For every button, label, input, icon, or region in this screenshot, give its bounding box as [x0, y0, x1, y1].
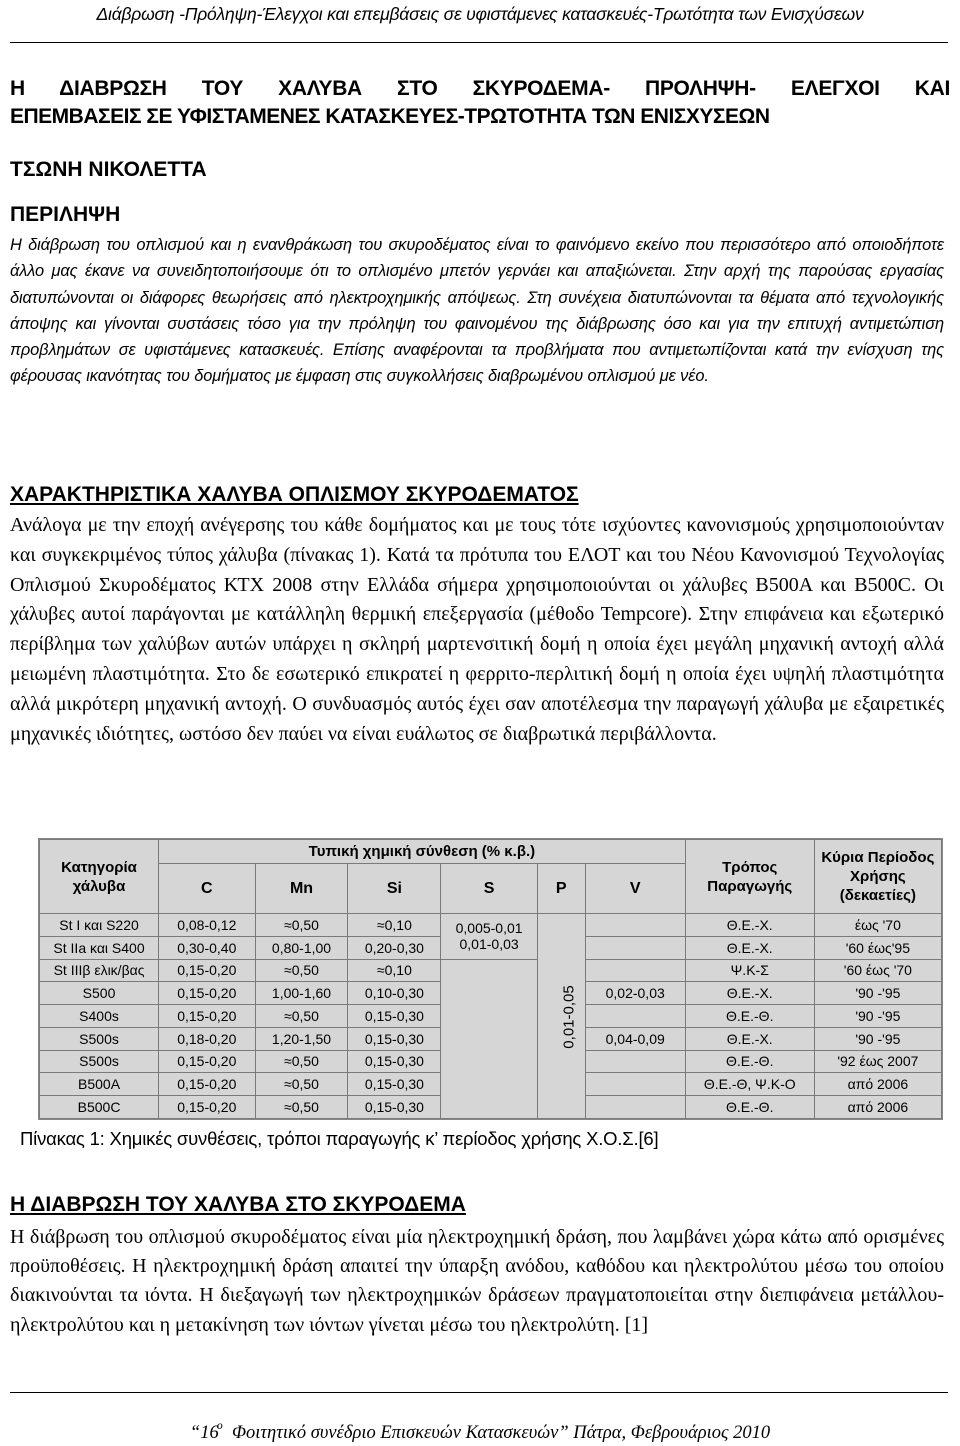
cell-v: [585, 1050, 685, 1073]
cell-mn: ≈0,50: [255, 1050, 348, 1073]
cell-period: '90 -'95: [814, 982, 941, 1005]
cell-si: ≈0,10: [348, 959, 441, 982]
footer: [0, 1418, 960, 1444]
cell-c: 0,15-0,20: [159, 959, 256, 982]
cell-period: '60 έως '70: [814, 959, 941, 982]
running-header: [0, 0, 960, 40]
cell-c: 0,18-0,20: [159, 1027, 256, 1050]
cell-mn: ≈0,50: [255, 1073, 348, 1096]
cell-s: [441, 914, 538, 960]
cell-c: 0,15-0,20: [159, 1073, 256, 1096]
cell-prod: Ψ.Κ-Σ: [685, 959, 814, 982]
cell-mn: ≈0,50: [255, 914, 348, 937]
cell-v: [585, 914, 685, 937]
cell-p-merged: [537, 914, 585, 1119]
cell-period: '90 -'95: [814, 1027, 941, 1050]
cell-name: B500C: [40, 1096, 159, 1119]
cell-name: S400s: [40, 1005, 159, 1028]
cell-si: ≈0,10: [348, 914, 441, 937]
cell-prod: Θ.Ε.-Χ.: [685, 982, 814, 1005]
cell-name: St I και S220: [40, 914, 159, 937]
cell-si: 0,15-0,30: [348, 1005, 441, 1028]
author: ΤΣΩΝΗ ΝΙΚΟΛΕΤΤΑ: [10, 158, 207, 181]
footer-ordinal: ο: [216, 1418, 223, 1432]
header-production: Τρόπος Παραγωγής: [685, 840, 814, 914]
footer-rule: [10, 1392, 948, 1393]
cell-p-value: 0,01-0,05: [560, 984, 578, 1049]
cell-c: 0,30-0,40: [159, 936, 256, 959]
cell-name: S500s: [40, 1027, 159, 1050]
table-row: [40, 914, 942, 937]
cell-v: [585, 1096, 685, 1119]
header-category: Κατηγορία χάλυβα: [40, 840, 159, 914]
table-caption: Πίνακας 1: Χημικές συνθέσεις, τρόποι παραγωγής κ’ περίοδος χρήσης Χ.Ο.Σ.[6]: [20, 1128, 659, 1149]
cell-v: 0,02-0,03: [585, 982, 685, 1005]
cell-mn: ≈0,50: [255, 1096, 348, 1119]
cell-name: St IIIβ ελικ/βας: [40, 959, 159, 982]
cell-period: '92 έως 2007: [814, 1050, 941, 1073]
header-rule: [10, 42, 948, 43]
header-element-mn: Mn: [255, 864, 348, 914]
cell-period: '90 -'95: [814, 1005, 941, 1028]
header-period: Κύρια Περίοδος Χρήσης (δεκαετίες): [814, 840, 941, 914]
cell-mn: ≈0,50: [255, 1005, 348, 1028]
cell-period: από 2006: [814, 1073, 941, 1096]
paper-title-line1: Η ΔΙΑΒΡΩΣΗ ΤΟΥ ΧΑΛΥΒΑ ΣΤΟ ΣΚΥΡΟΔΕΜΑ- ΠΡΟΛΗΨΗ- ΕΛΕΓΧΟΙ ΚΑΙ: [10, 77, 950, 100]
cell-mn: ≈0,50: [255, 959, 348, 982]
cell-c: 0,15-0,20: [159, 1050, 256, 1073]
header-element-p: P: [537, 864, 585, 914]
composition-table: [39, 839, 942, 1119]
header-element-v: V: [585, 864, 685, 914]
cell-period: '60 έως'95: [814, 936, 941, 959]
cell-c: 0,15-0,20: [159, 1096, 256, 1119]
header-composition: Τυπική χημική σύνθεση (% κ.β.): [159, 840, 686, 864]
cell-s: [441, 959, 538, 1118]
cell-prod: Θ.Ε.-Θ.: [685, 1050, 814, 1073]
cell-v: [585, 936, 685, 959]
cell-name: S500s: [40, 1050, 159, 1073]
cell-mn: 1,20-1,50: [255, 1027, 348, 1050]
cell-name: B500A: [40, 1073, 159, 1096]
header-element-si: Si: [348, 864, 441, 914]
cell-si: 0,15-0,30: [348, 1073, 441, 1096]
cell-c: 0,08-0,12: [159, 914, 256, 937]
cell-prod: Θ.Ε.-Θ, Ψ.Κ-Ο: [685, 1073, 814, 1096]
paper-title-line2: ΕΠΕΜΒΑΣΕΙΣ ΣΕ ΥΦΙΣΤΑΜΕΝΕΣ ΚΑΤΑΣΚΕΥΕΣ-ΤΡΩΤΟΤΗΤΑ ΤΩΝ ΕΝΙΣΧΥΣΕΩΝ: [10, 105, 770, 128]
abstract-heading: ΠΕΡΙΛΗΨΗ: [10, 203, 121, 226]
cell-si: 0,15-0,30: [348, 1027, 441, 1050]
cell-prod: Θ.Ε.-Θ.: [685, 1005, 814, 1028]
cell-v: 0,04-0,09: [585, 1027, 685, 1050]
cell-mn: 0,80-1,00: [255, 936, 348, 959]
header-element-s: S: [441, 864, 538, 914]
cell-period: από 2006: [814, 1096, 941, 1119]
abstract-text: Η διάβρωση του οπλισμού και η ενανθράκωση του σκυροδέματος είναι το φαινόμενο εκείνο που περισσότερο από οποιοδήποτε άλλο μας έκανε να συνειδητοποιήσουμε ότι το οπλισμένο μπετόν γερνάει και απαξιώνεται. Στην αρχή της παρούσας εργασίας διατυπώνονται οι διάφορες θεωρήσεις από ηλεκτροχημικής απόψεως. Στη συνέχεια διατυπώνονται τα θέματα από τεχνολογικής άποψης και γίνονται συστάσεις τόσο για την πρόληψη του φαινομένου της διάβρωσης όσο και για την επιτυχή αντιμετώπιση προβλημάτων σε υφιστάμενες κατασκευές. Επίσης αναφέρονται τα προβλήματα που αντιμετωπίζονται κατά την ενίσχυση της φέρουσας ικανότητας του δομήματος με έμφαση στις συγκολλήσεις διαβρωμένου οπλισμού με νέο.: [10, 236, 944, 386]
cell-prod: Θ.Ε.-Χ.: [685, 914, 814, 937]
cell-prod: Θ.Ε.-Θ.: [685, 1096, 814, 1119]
cell-si: 0,15-0,30: [348, 1096, 441, 1119]
section1-heading: ΧΑΡΑΚΤΗΡΙΣΤΙΚΑ ΧΑΛΥΒΑ ΟΠΛΙΣΜΟΥ ΣΚΥΡΟΔΕΜΑΤΟΣ: [10, 483, 579, 506]
footer-text: Φοιτητικό συνέδριο Επισκευών Κατασκευών” Πάτρα, Φεβρουάριος 2010: [231, 1423, 771, 1443]
section2-heading: Η ΔΙΑΒΡΩΣΗ ΤΟΥ ΧΑΛΥΒΑ ΣΤΟ ΣΚΥΡΟΔΕΜΑ: [10, 1193, 466, 1216]
section1-text: Ανάλογα με την εποχή ανέγερσης του κάθε δομήματος και με τους τότε ισχύοντες κανονισμούς χρησιμοποιούνταν και συγκεκριμένος τύπος χάλυβα (πίνακας 1). Κατά τα πρότυπα του ΕΛΟΤ και του Νέου Κανονισμού Τεχνολογίας Οπλισμού Σκυροδέματος ΚΤΧ 2008 στην Ελλάδα σήμερα χρησιμοποιούνται οι χάλυβες B500A και B500C. Οι χάλυβες αυτοί παράγονται με κατάλληλη θερμική επεξεργασία (μέθοδο Tempcore). Στην επιφάνεια και εξωτερικό περίβλημα των χαλύβων αυτών υπάρχει η σκληρή μαρτενσιτική δομή η οποία έχει μεγάλη μηχανική αντοχή αλλά μειωμένη πλαστιμότητα. Στο δε εσωτερικό επικρατεί η φερριτο-περλιτική δομή η οποία έχει υψηλή πλαστιμότητα αλλά μικρότερη μηχανική αντοχή. Ο συνδυασμός αυτός έχει σαν αποτέλεσμα την παραγωγή χάλυβα με εξαιρετικές μηχανικές ιδιότητες, ωστόσο δεν παύει να είναι ευάλωτος σε διαβρωτικά περιβάλλοντα.: [10, 514, 944, 745]
cell-si: 0,10-0,30: [348, 982, 441, 1005]
cell-period: έως '70: [814, 914, 941, 937]
cell-v: [585, 1073, 685, 1096]
header-element-c: C: [159, 864, 256, 914]
running-header-text: Διάβρωση -Πρόληψη-Έλεγχοι και επεμβάσεις σε υφιστάμενες κατασκευές-Τρωτότητα των Ενισχύσεων: [96, 4, 864, 24]
cell-v: [585, 959, 685, 982]
footer-open-quote: “: [189, 1423, 201, 1443]
cell-si: 0,15-0,30: [348, 1050, 441, 1073]
cell-prod: Θ.Ε.-Χ.: [685, 936, 814, 959]
cell-v: [585, 1005, 685, 1028]
cell-si: 0,20-0,30: [348, 936, 441, 959]
cell-mn: 1,00-1,60: [255, 982, 348, 1005]
table-row: [40, 959, 942, 982]
cell-c: 0,15-0,20: [159, 1005, 256, 1028]
cell-c: 0,15-0,20: [159, 982, 256, 1005]
cell-s-value: 0,01-0,03: [459, 936, 519, 953]
cell-name: St IIa και S400: [40, 936, 159, 959]
cell-prod: Θ.Ε.-Χ.: [685, 1027, 814, 1050]
cell-name: S500: [40, 982, 159, 1005]
section2-text: Η διάβρωση του οπλισμού σκυροδέματος είναι μία ηλεκτροχημική δράση, που λαμβάνει χώρα κάτω από ορισμένες προϋποθέσεις. Η ηλεκτροχημική δράση απαιτεί την ύπαρξη ανόδου, καθόδου και ηλεκτρολύτου μέσω του οποίου διακινούνται τα ιόντα. Η διεξαγωγή των ηλεκτροχημικών δράσεων πραγματοποιείται στην διεπιφάνεια μετάλλου-ηλεκτρολύτου και η μετακίνηση των ιόντων γίνεται μέσω του ηλεκτρολύτη. [1]: [10, 1226, 944, 1336]
footer-number: 16: [200, 1423, 219, 1443]
cell-s-value: 0,005-0,01: [455, 920, 523, 937]
steel-composition-table: [38, 838, 943, 1120]
